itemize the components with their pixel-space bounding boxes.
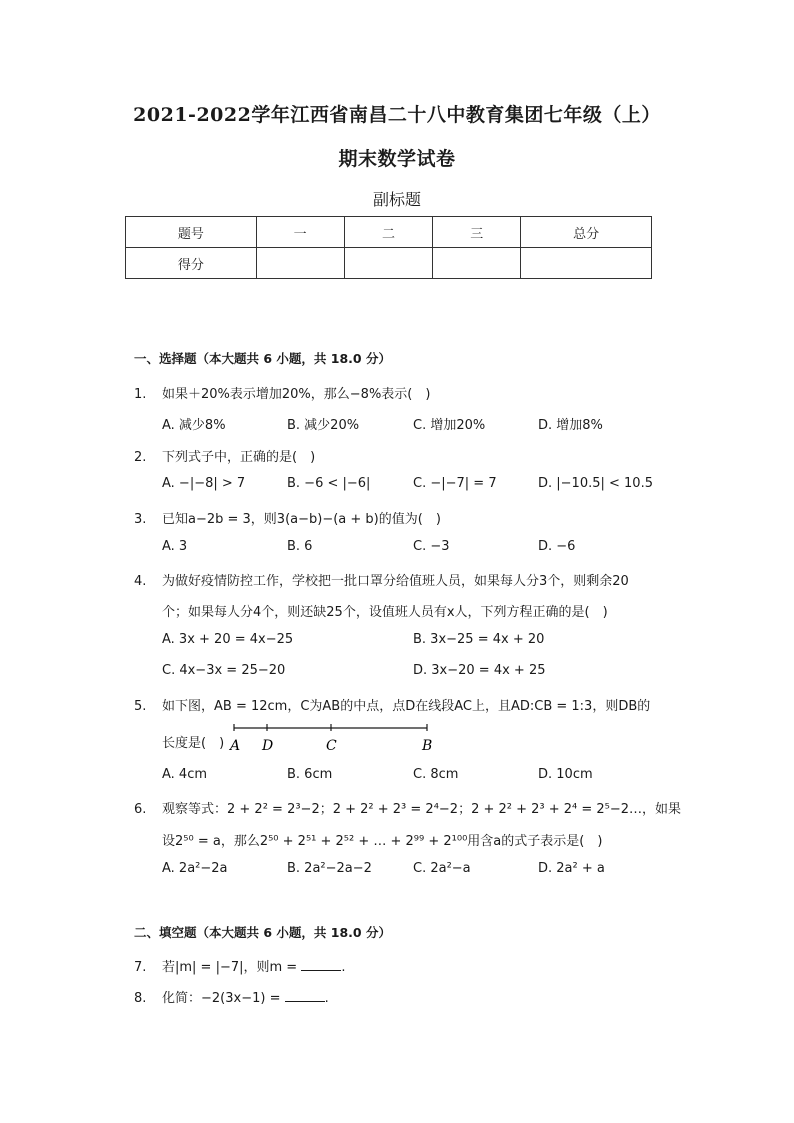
- question-text-continued: 个；如果每人分4个，则还缺25个，设值班人员有x人，下列方程正确的是( ): [162, 605, 608, 620]
- score-table-header-row: [126, 217, 652, 248]
- option-b: B. 减少20%: [287, 418, 360, 433]
- question-text-end: .: [341, 960, 346, 975]
- score-header-cell: 三: [433, 217, 521, 248]
- option-a: A. 4cm: [162, 767, 208, 782]
- option-a: A. 2a²−2a: [162, 861, 228, 876]
- option-d: D. |−10.5| < 10.5: [538, 476, 653, 491]
- option-b: B. 3x−25 = 4x + 20: [413, 632, 545, 647]
- option-d: D. 增加8%: [538, 418, 603, 433]
- question-number: 3.: [134, 512, 147, 527]
- option-b: B. 6cm: [287, 767, 333, 782]
- option-c: C. −|−7| = 7: [413, 476, 497, 491]
- option-b: B. 6: [287, 539, 313, 554]
- score-cell: [521, 248, 652, 279]
- question-text: 若|m| = |−7|，则m =: [162, 960, 302, 975]
- question-number: 8.: [134, 991, 147, 1006]
- option-a: A. 减少8%: [162, 418, 226, 433]
- option-b: B. 2a²−2a−2: [287, 861, 372, 876]
- score-header-cell: 一: [256, 217, 344, 248]
- option-c: C. 4x−3x = 25−20: [162, 663, 286, 678]
- section-fill-title: 二、填空题（本大题共 6 小题，共 18.0 分）: [134, 925, 391, 940]
- question-number: 4.: [134, 574, 147, 589]
- question-6: [134, 798, 681, 817]
- question-text: 下列式子中，正确的是( ): [162, 450, 316, 465]
- score-cell: [344, 248, 433, 279]
- answer-blank[interactable]: [301, 958, 341, 971]
- point-label-a: A: [230, 738, 241, 754]
- question-number: 1.: [134, 387, 147, 402]
- score-cell: [433, 248, 521, 279]
- option-c: C. 2a²−a: [413, 861, 471, 876]
- question-5: [134, 695, 650, 714]
- question-number: 5.: [134, 699, 147, 714]
- question-8: [134, 987, 329, 1006]
- question-number: 7.: [134, 960, 147, 975]
- option-a: A. 3: [162, 539, 188, 554]
- question-7: [134, 956, 345, 975]
- score-table-score-row: [126, 248, 652, 279]
- score-header-cell: 二: [344, 217, 433, 248]
- score-row-label: 得分: [126, 248, 257, 279]
- question-text: 化简：−2(3x−1) =: [162, 991, 285, 1006]
- question-3: [134, 508, 441, 527]
- score-header-cell: 总分: [521, 217, 652, 248]
- exam-title-line1: 2021-2022学年江西省南昌二十八中教育集团七年级（上）: [133, 104, 661, 126]
- question-number: 6.: [134, 802, 147, 817]
- question-text: 观察等式：2 + 2² = 2³−2；2 + 2² + 2³ = 2⁴−2；2 + 2² + 2³ + 2⁴ = 2⁵−2…，如果: [162, 802, 682, 817]
- question-text: 已知a−2b = 3，则3(a−b)−(a + b)的值为( ): [162, 512, 441, 527]
- point-label-b: B: [422, 738, 433, 754]
- line-segment-figure: [224, 722, 436, 756]
- score-table: [125, 216, 652, 279]
- option-a: A. −|−8| > 7: [162, 476, 246, 491]
- option-a: A. 3x + 20 = 4x−25: [162, 632, 294, 647]
- exam-title-line2: 期末数学试卷: [338, 148, 456, 170]
- option-d: D. −6: [538, 539, 576, 554]
- option-c: C. 增加20%: [413, 418, 486, 433]
- option-d: D. 2a² + a: [538, 861, 605, 876]
- question-text: 为做好疫情防控工作，学校把一批口罩分给值班人员，如果每人分3个，则剩余20: [162, 574, 629, 589]
- question-text-end: .: [324, 991, 329, 1006]
- question-4: [134, 570, 629, 589]
- exam-subtitle: 副标题: [372, 190, 421, 209]
- question-text-continued: 设2⁵⁰ = a，那么2⁵⁰ + 2⁵¹ + 2⁵² + … + 2⁹⁹ + 2¹⁰⁰用含a的式子表示是( ): [162, 834, 603, 849]
- question-text-continued: 长度是( ): [162, 736, 225, 751]
- question-2: [134, 446, 315, 465]
- score-cell: [256, 248, 344, 279]
- option-b: B. −6 < |−6|: [287, 476, 371, 491]
- point-label-c: C: [326, 738, 337, 754]
- answer-blank[interactable]: [285, 989, 325, 1002]
- section-choice-title: 一、选择题（本大题共 6 小题，共 18.0 分）: [134, 351, 391, 366]
- question-1: [134, 383, 430, 402]
- question-text: 如果＋20%表示增加20%，那么−8%表示( ): [162, 387, 431, 402]
- option-d: D. 3x−20 = 4x + 25: [413, 663, 546, 678]
- point-label-d: D: [262, 738, 274, 754]
- question-number: 2.: [134, 450, 147, 465]
- question-text: 如下图，AB = 12cm，C为AB的中点，点D在线段AC上，且AD:CB = 1:3，则DB的: [162, 699, 651, 714]
- score-header-cell: 题号: [126, 217, 257, 248]
- option-d: D. 10cm: [538, 767, 593, 782]
- option-c: C. 8cm: [413, 767, 459, 782]
- option-c: C. −3: [413, 539, 450, 554]
